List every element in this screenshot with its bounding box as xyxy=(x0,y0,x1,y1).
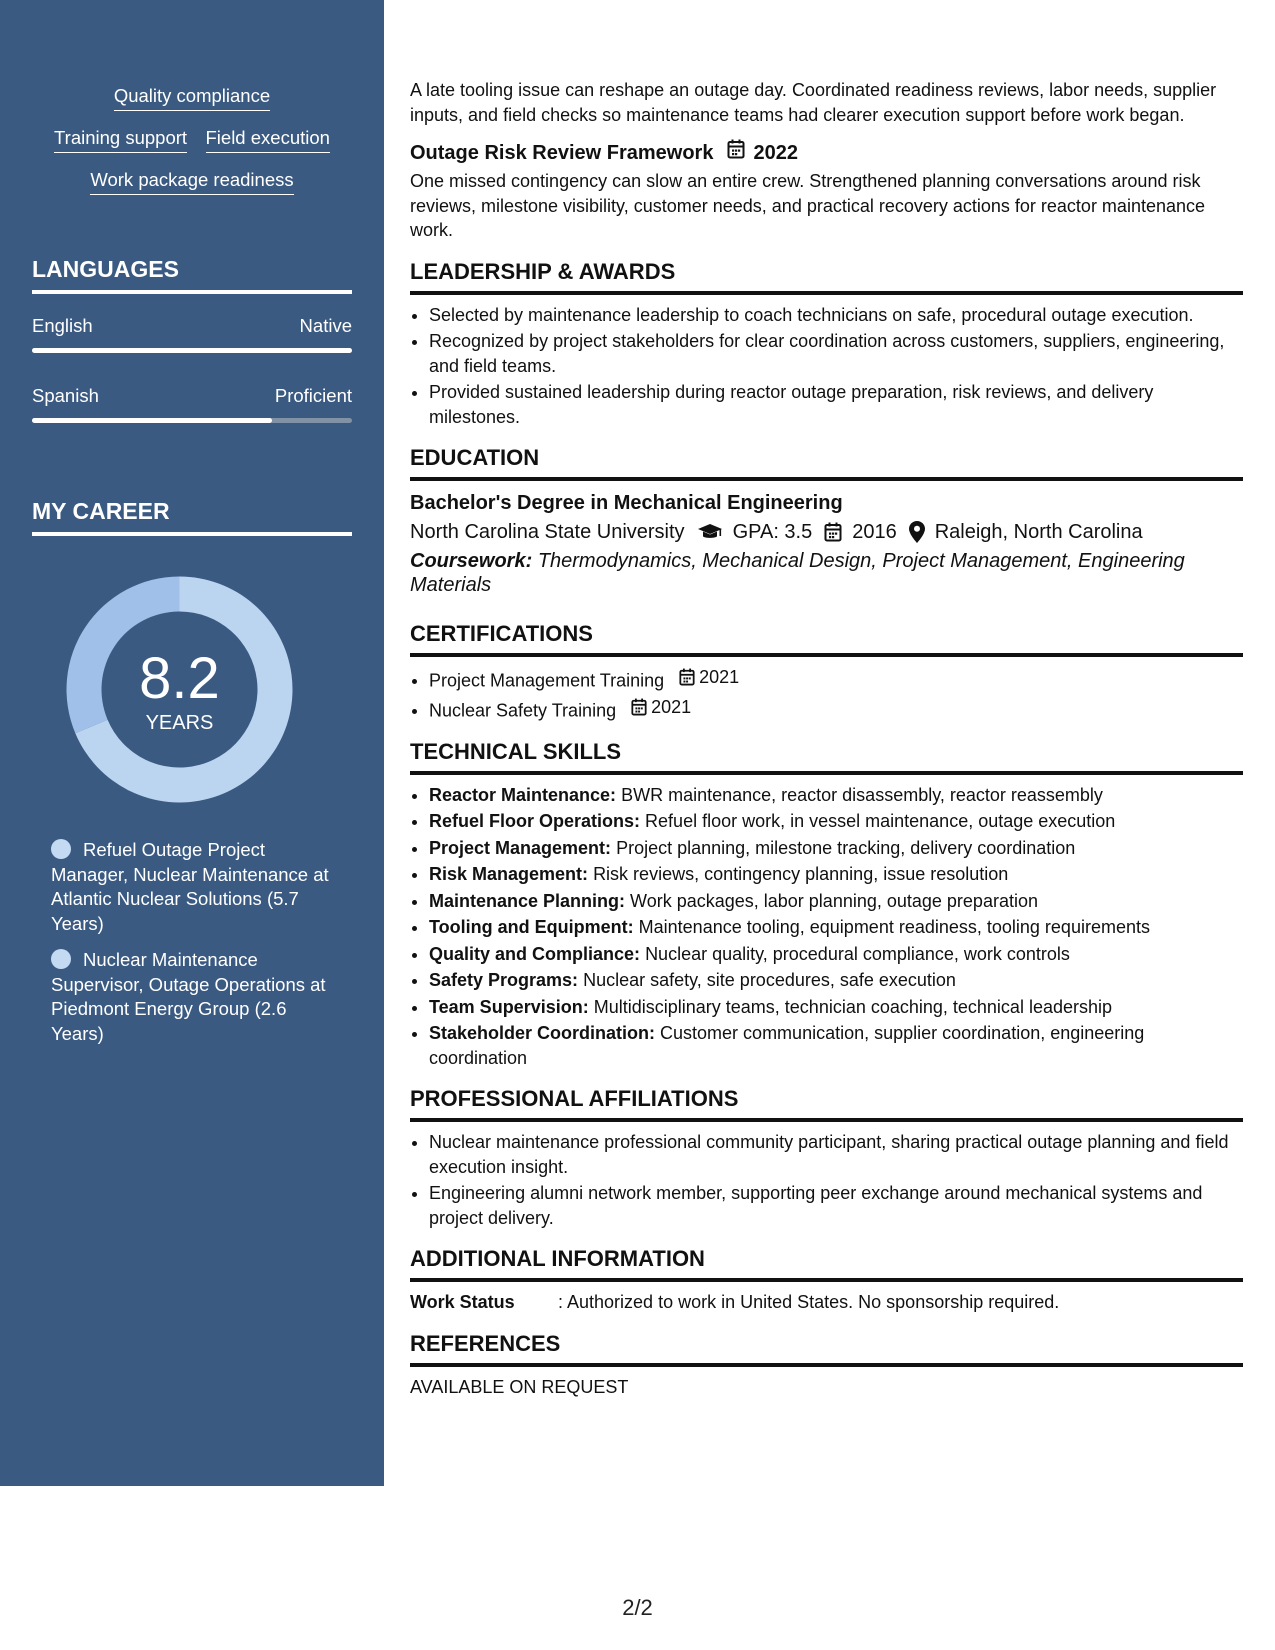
skill-text: Nuclear safety, site procedures, safe execution xyxy=(583,970,956,990)
career-heading: MY CAREER xyxy=(32,496,352,536)
sidebar xyxy=(0,0,384,1486)
career-item-text: Refuel Outage Project Manager, Nuclear Maintenance at Atlantic Nuclear Solutions (5.7 Years) xyxy=(51,839,329,934)
calendar-icon xyxy=(679,668,695,686)
skill-text: Refuel floor work, in vessel maintenance, outage execution xyxy=(645,811,1116,831)
skill-item xyxy=(429,942,1243,967)
career-item xyxy=(51,838,336,936)
school-location: Raleigh, North Carolina xyxy=(934,521,1143,543)
tag-row xyxy=(32,84,352,111)
list-item: • Nuclear maintenance professional community participant, sharing practical outage planning and field execution insight. xyxy=(429,1130,1243,1179)
skill-tag: Training support xyxy=(54,126,187,153)
bullet-dot-icon xyxy=(51,839,71,859)
skill-label: Safety Programs: xyxy=(429,970,579,990)
language-name: English xyxy=(32,315,93,336)
career-total: 8.2 xyxy=(139,646,220,711)
degree-title: Bachelor's Degree in Mechanical Engineering xyxy=(410,492,843,514)
leadership-heading: LEADERSHIP & AWARDS xyxy=(410,257,1243,295)
school-name: North Carolina State University xyxy=(410,521,685,543)
skills-heading: TECHNICAL SKILLS xyxy=(410,737,1243,775)
project-title-row xyxy=(410,139,1243,167)
language-level: Native xyxy=(299,315,352,336)
skill-text: Work packages, labor planning, outage preparation xyxy=(630,890,1038,911)
skill-tags xyxy=(32,84,352,210)
leadership-list xyxy=(410,303,1243,430)
skill-item xyxy=(429,915,1243,940)
certification-item xyxy=(429,695,1243,723)
tag-row xyxy=(32,168,352,195)
tag-row xyxy=(32,126,352,153)
intro-paragraph: A late tooling issue can reshape an outage day. Coordinated readiness reviews, labor needs, supplier inputs, and field checks so maintenance teams had clearer execution support before work began. xyxy=(410,80,1217,125)
certification-name: Project Management Training xyxy=(429,670,665,691)
references-heading: REFERENCES xyxy=(410,1329,1243,1367)
language-spanish xyxy=(32,384,352,423)
calendar-icon xyxy=(727,139,745,167)
skill-tag: Work package readiness xyxy=(90,168,293,195)
skill-tag: Field execution xyxy=(206,126,330,153)
main-content xyxy=(410,78,1243,1399)
skill-text: BWR maintenance, reactor disassembly, reactor reassembly xyxy=(621,784,1103,805)
skill-item xyxy=(429,862,1243,887)
career-item xyxy=(51,948,336,1046)
skill-label: Reactor Maintenance: xyxy=(429,784,617,805)
skill-item xyxy=(429,783,1243,808)
skill-tag: Quality compliance xyxy=(114,84,270,111)
coursework xyxy=(410,549,1243,597)
work-status-value: : Authorized to work in United States. No sponsorship required. xyxy=(558,1292,1060,1312)
calendar-icon xyxy=(824,522,842,542)
skill-label: Quality and Compliance: xyxy=(429,943,641,964)
career-list xyxy=(51,838,336,1058)
project-title: Outage Risk Review Framework xyxy=(410,142,714,164)
certifications-heading: CERTIFICATIONS xyxy=(410,619,1243,657)
skill-label: Tooling and Equipment: xyxy=(429,917,634,937)
work-status-label: Work Status xyxy=(410,1292,515,1312)
coursework-list: Thermodynamics, Mechanical Design, Project Management, Engineering Materials xyxy=(410,550,1185,596)
list-item: • Recognized by project stakeholders for clear coordination across customers, suppliers, engineering, and field teams. xyxy=(429,329,1243,378)
project-year: 2022 xyxy=(753,142,798,164)
career-unit: YEARS xyxy=(145,712,214,734)
certification-item xyxy=(429,665,1243,693)
calendar-icon xyxy=(631,698,647,716)
skill-label: Team Supervision: xyxy=(429,996,589,1017)
language-level: Proficient xyxy=(274,385,352,406)
affiliations-heading: PROFESSIONAL AFFILIATIONS xyxy=(410,1084,1243,1122)
bullet-dot-icon xyxy=(51,949,71,969)
skill-item xyxy=(429,809,1243,834)
skill-item xyxy=(429,995,1243,1020)
education-meta xyxy=(410,517,1243,547)
coursework-label: Coursework: xyxy=(410,550,533,572)
education-heading: EDUCATION xyxy=(410,443,1243,481)
skill-item xyxy=(429,1021,1243,1070)
skill-text: Multidisciplinary teams, technician coaching, technical leadership xyxy=(593,996,1112,1017)
skill-text: Risk reviews, contingency planning, issue resolution xyxy=(593,864,1009,884)
skill-label: Refuel Floor Operations: xyxy=(429,811,641,831)
skill-text: Customer communication, supplier coordination, engineering coordination xyxy=(429,1023,1145,1068)
skill-text: Project planning, milestone tracking, delivery coordination xyxy=(616,837,1076,858)
references-text: AVAILABLE ON REQUEST xyxy=(410,1376,629,1397)
language-name: Spanish xyxy=(32,385,99,406)
work-status-row xyxy=(410,1290,1243,1315)
skill-text: Nuclear quality, procedural compliance, work controls xyxy=(645,943,1070,964)
certification-year: 2021 xyxy=(699,667,740,687)
skill-item xyxy=(429,968,1243,993)
language-bar xyxy=(32,418,352,423)
language-bar xyxy=(32,348,352,353)
skill-label: Risk Management: xyxy=(429,864,589,884)
career-donut-chart xyxy=(66,576,293,803)
list-item: • Selected by maintenance leadership to coach technicians on safe, procedural outage execution. xyxy=(429,303,1243,328)
skill-label: Project Management: xyxy=(429,837,612,858)
list-item: • Provided sustained leadership during reactor outage preparation, risk reviews, and delivery milestones. xyxy=(429,380,1243,429)
page-number: 2/2 xyxy=(622,1595,653,1620)
language-english xyxy=(32,314,352,353)
skill-label: Stakeholder Coordination: xyxy=(429,1023,656,1043)
language-bar-fill xyxy=(32,348,352,353)
list-item: • Engineering alumni network member, supporting peer exchange around mechanical systems and project delivery. xyxy=(429,1181,1243,1230)
skills-list xyxy=(410,783,1243,1071)
skill-label: Maintenance Planning: xyxy=(429,890,626,911)
certification-year: 2021 xyxy=(651,696,692,717)
languages-heading: LANGUAGES xyxy=(32,254,352,294)
skill-item xyxy=(429,889,1243,914)
certification-name: Nuclear Safety Training xyxy=(429,700,617,720)
affiliations-list xyxy=(410,1130,1243,1230)
career-item-text: Nuclear Maintenance Supervisor, Outage Operations at Piedmont Energy Group (2.6 Years) xyxy=(51,949,326,1044)
project-description: One missed contingency can slow an entire crew. Strengthened planning conversations around risk reviews, milestone visibility, customer needs, and practical recovery actions for reactor maintenance work. xyxy=(410,171,1206,240)
graduation-year: 2016 xyxy=(852,521,897,543)
location-pin-icon xyxy=(909,521,925,543)
certifications-list xyxy=(410,665,1243,723)
skill-text: Maintenance tooling, equipment readiness, tooling requirements xyxy=(638,917,1150,937)
graduation-cap-icon xyxy=(697,523,723,541)
gpa: GPA: 3.5 xyxy=(732,521,813,543)
skill-item xyxy=(429,836,1243,861)
language-bar-fill xyxy=(32,418,272,423)
additional-info-heading: ADDITIONAL INFORMATION xyxy=(410,1244,1243,1282)
